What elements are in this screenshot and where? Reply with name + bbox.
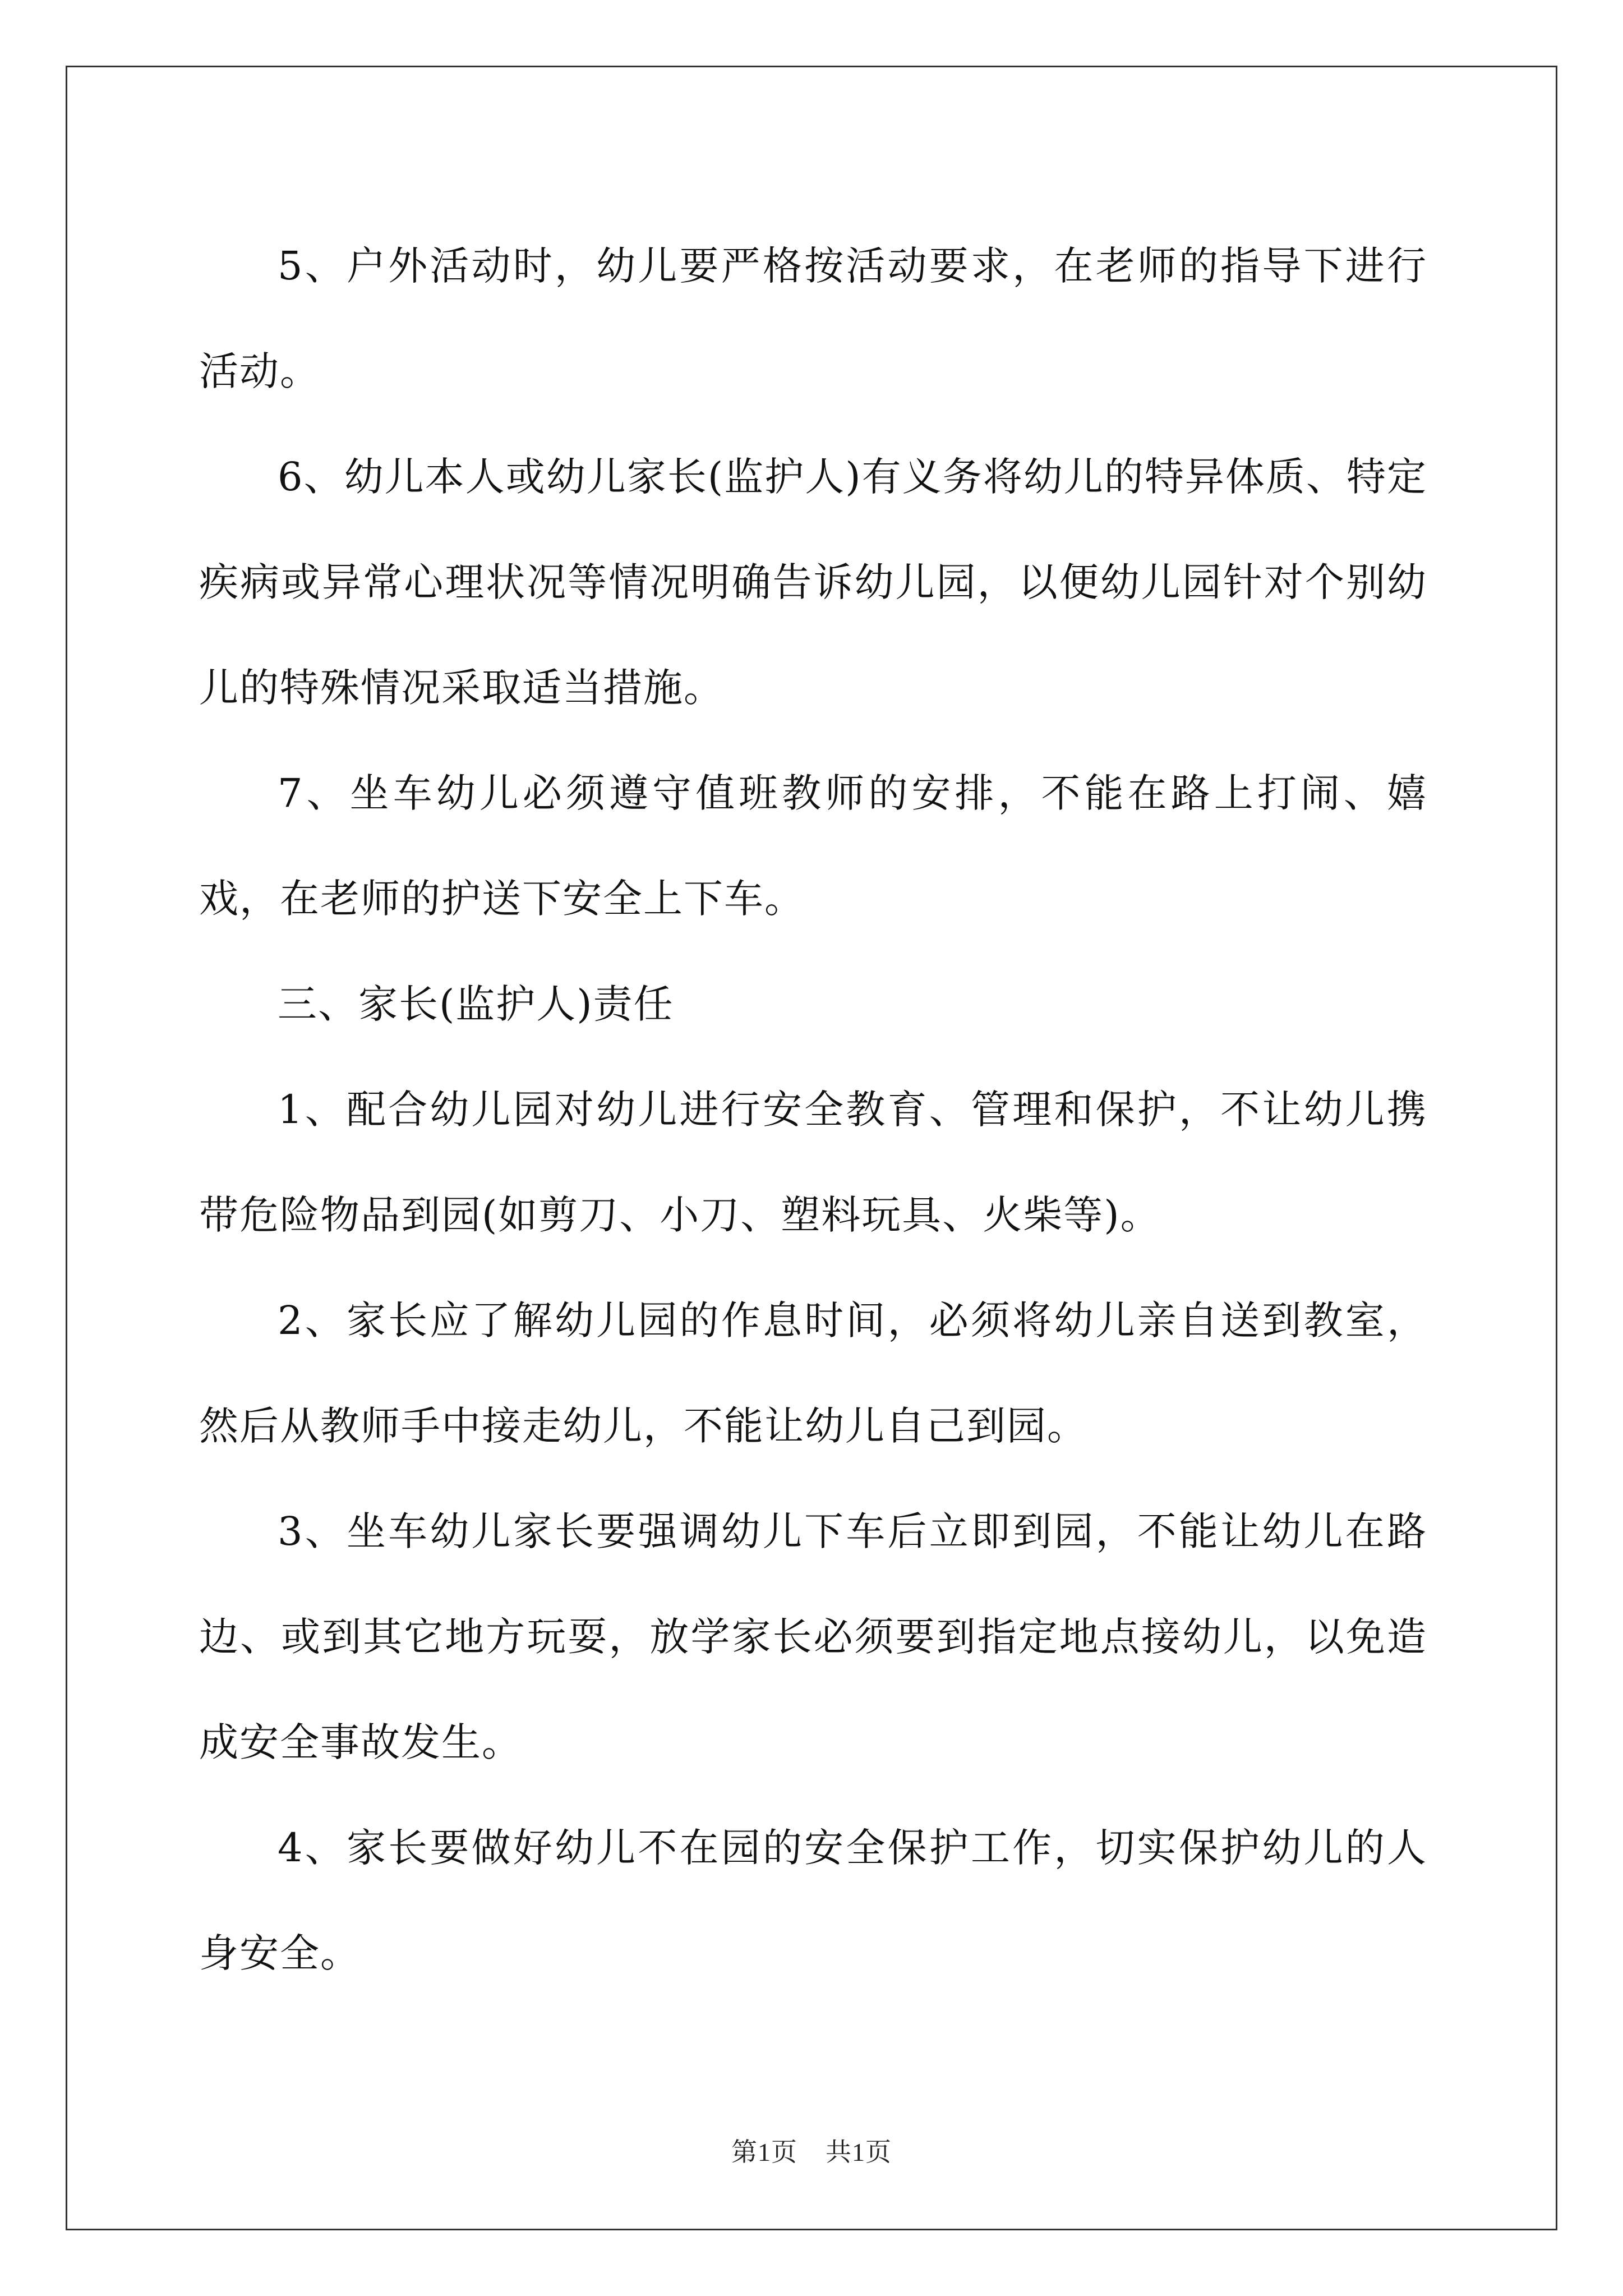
page-footer bbox=[0, 2132, 1623, 2169]
section-item-4: 4、家长要做好幼儿不在园的安全保护工作，切实保护幼儿的人身安全。 bbox=[199, 1825, 1427, 1976]
section-heading: 三、家长(监护人)责任 bbox=[278, 981, 674, 1027]
paragraph-item-5: 5、户外活动时，幼儿要严格按活动要求，在老师的指导下进行活动。 bbox=[199, 243, 1427, 394]
document-body bbox=[199, 213, 1427, 2006]
section-item-2: 2、家长应了解幼儿园的作息时间，必须将幼儿亲自送到教室，然后从教师手中接走幼儿，不能让幼儿自己到园。 bbox=[199, 1297, 1427, 1449]
page-number-total: 共1页 bbox=[826, 2138, 892, 2166]
section-item-3: 3、坐车幼儿家长要强调幼儿下车后立即到园，不能让幼儿在路边、或到其它地方玩耍，放学家长必须要到指定地点接幼儿，以免造成安全事故发生。 bbox=[199, 1508, 1427, 1765]
paragraph-item-6: 6、幼儿本人或幼儿家长(监护人)有义务将幼儿的特异体质、特定疾病或异常心理状况等情况明确告诉幼儿园，以便幼儿园针对个别幼儿的特殊情况采取适当措施。 bbox=[199, 454, 1427, 711]
paragraph-item-7: 7、坐车幼儿必须遵守值班教师的安排，不能在路上打闹、嬉戏，在老师的护送下安全上下车。 bbox=[199, 770, 1427, 922]
page-number-current: 第1页 bbox=[731, 2138, 797, 2166]
section-item-1: 1、配合幼儿园对幼儿进行安全教育、管理和保护，不让幼儿携带危险物品到园(如剪刀、小刀、塑料玩具、火柴等)。 bbox=[199, 1087, 1427, 1238]
